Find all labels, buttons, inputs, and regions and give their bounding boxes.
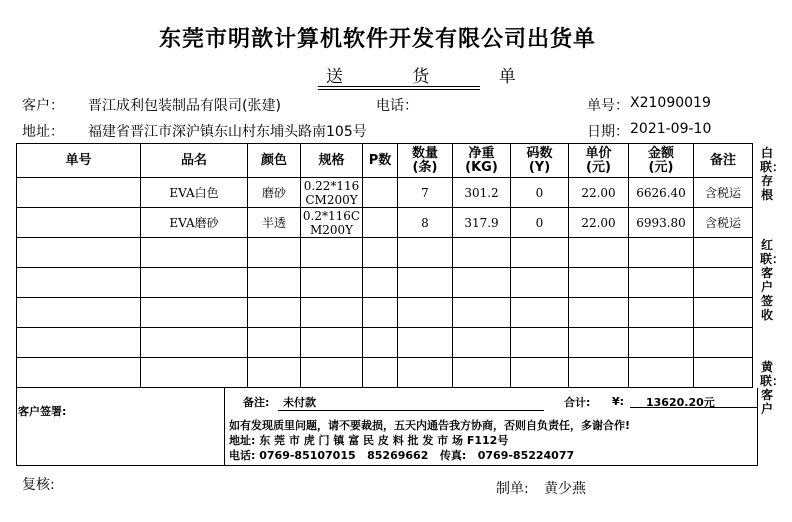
table-cell: [453, 328, 511, 358]
column-header: 单价 (元): [569, 144, 629, 178]
table-row: [17, 298, 753, 328]
table-cell: [17, 268, 141, 298]
table-cell: 22.00: [569, 178, 629, 208]
column-header: 净重 (KG): [453, 144, 511, 178]
table-cell: 317.9: [453, 208, 511, 238]
table-cell: [694, 268, 753, 298]
customer-label: 客户：: [22, 98, 64, 114]
table-cell: EVA磨砂: [141, 208, 248, 238]
table-cell: [301, 328, 363, 358]
table-cell: 6626.40: [629, 178, 694, 208]
table-row: [17, 178, 753, 208]
table-cell: [569, 328, 629, 358]
maker-value: 黄少燕: [544, 481, 586, 497]
table-cell: [629, 358, 694, 388]
document-subtitle: 送 货 单: [326, 67, 548, 87]
table-cell: [694, 238, 753, 268]
subtitle-underline: [318, 86, 480, 87]
table-cell: [398, 238, 453, 268]
column-header: 颜色: [248, 144, 301, 178]
table-cell: [569, 358, 629, 388]
column-header: 品名: [141, 144, 248, 178]
customer-sign-label: 客户签署:: [18, 405, 67, 418]
column-header: 数量 (条): [398, 144, 453, 178]
table-cell: [511, 238, 569, 268]
address-value: 福建省晋江市深沪镇东山村东埔头路南105号: [88, 124, 367, 140]
table-row: [17, 208, 753, 238]
table-cell: [141, 268, 248, 298]
table-cell: [511, 268, 569, 298]
customer-value: 晋江成利包装制品有限司(张建): [88, 98, 281, 114]
table-cell: [248, 268, 301, 298]
table-cell: [363, 298, 398, 328]
table-cell: [453, 268, 511, 298]
table-header-row: [17, 144, 753, 178]
table-cell: 6993.80: [629, 208, 694, 238]
table-cell: [629, 268, 694, 298]
table-cell: [694, 298, 753, 328]
column-header: 单号: [17, 144, 141, 178]
table-cell: [141, 358, 248, 388]
table-cell: [141, 238, 248, 268]
quality-notice: 如有发现质里问题，请不要裁损，五天内通告我方协商，否则自负责任，多谢合作!: [229, 419, 631, 432]
table-cell: [629, 298, 694, 328]
table-cell: [569, 268, 629, 298]
table-cell: 7: [398, 178, 453, 208]
footer-address: 地址: 东 莞 市 虎 门 镇 富 民 皮 料 批 发 市 场 F112号: [229, 434, 509, 447]
total-label: 合计:: [564, 396, 591, 409]
table-cell: 磨砂: [248, 178, 301, 208]
table-cell: [248, 358, 301, 388]
table-cell: [453, 238, 511, 268]
table-cell: [398, 268, 453, 298]
table-cell: [17, 238, 141, 268]
table-cell: 0: [511, 178, 569, 208]
table-cell: [453, 298, 511, 328]
column-header: 备注: [694, 144, 753, 178]
column-header: 规格: [301, 144, 363, 178]
table-cell: [363, 268, 398, 298]
table-cell: 含税运: [694, 208, 753, 238]
table-cell: [694, 358, 753, 388]
goods-table: [16, 143, 753, 388]
table-cell: 含税运: [694, 178, 753, 208]
side-label-yellow: 黄联：客户: [760, 360, 785, 416]
table-cell: [301, 268, 363, 298]
table-cell: [248, 328, 301, 358]
date-value: 2021-09-10: [630, 121, 712, 137]
side-label-red: 红联：客户签收: [760, 238, 785, 322]
table-cell: [17, 208, 141, 238]
table-row: [17, 268, 753, 298]
date-label: 日期：: [587, 124, 629, 140]
company-title: 东莞市明歆计算机软件开发有限公司出货单: [158, 26, 596, 52]
table-cell: [569, 298, 629, 328]
table-cell: [398, 358, 453, 388]
table-cell: [363, 208, 398, 238]
table-cell: [398, 298, 453, 328]
table-cell: [363, 238, 398, 268]
table-cell: [629, 328, 694, 358]
table-cell: [453, 358, 511, 388]
remark-value: 未付款: [283, 396, 316, 409]
remark-underline: [278, 410, 544, 411]
order-no-value: X21090019: [630, 95, 711, 111]
table-cell: [17, 178, 141, 208]
table-cell: 半透: [248, 208, 301, 238]
table-cell: EVA白色: [141, 178, 248, 208]
table-cell: [248, 238, 301, 268]
table-row: [17, 328, 753, 358]
table-cell: 8: [398, 208, 453, 238]
table-cell: 0: [511, 208, 569, 238]
currency-symbol: ¥:: [612, 395, 625, 408]
table-cell: [141, 328, 248, 358]
table-row: [17, 358, 753, 388]
table-cell: [629, 238, 694, 268]
table-cell: [398, 328, 453, 358]
total-underline: [630, 407, 758, 408]
table-cell: [17, 298, 141, 328]
table-cell: [141, 298, 248, 328]
table-cell: [248, 298, 301, 328]
review-label: 复核:: [22, 477, 55, 493]
table-cell: [694, 328, 753, 358]
total-value: 13620.20元: [646, 396, 715, 409]
order-no-label: 单号：: [587, 98, 629, 114]
column-header: P数: [363, 144, 398, 178]
table-cell: [301, 358, 363, 388]
table-cell: [17, 328, 141, 358]
remark-label: 备注:: [243, 396, 270, 409]
table-cell: [17, 358, 141, 388]
address-label: 地址：: [22, 124, 64, 140]
table-cell: [363, 358, 398, 388]
table-cell: 301.2: [453, 178, 511, 208]
column-header: 码数 (Y): [511, 144, 569, 178]
table-cell: [511, 298, 569, 328]
table-cell: [363, 328, 398, 358]
footer-divider: [224, 388, 225, 466]
table-cell: [301, 298, 363, 328]
column-header: 金额 (元): [629, 144, 694, 178]
table-cell: 0.22*116CM200Y: [301, 178, 363, 208]
table-cell: [301, 238, 363, 268]
table-cell: [363, 178, 398, 208]
maker-label: 制单:: [496, 481, 529, 497]
table-cell: [511, 328, 569, 358]
phone-label: 电话：: [376, 98, 418, 114]
table-cell: [569, 238, 629, 268]
table-cell: 0.2*116CM200Y: [301, 208, 363, 238]
table-cell: [511, 358, 569, 388]
subtitle-underline-2: [318, 89, 480, 90]
side-label-white: 白联：存根: [760, 146, 785, 202]
footer-phone: 电话: 0769-85107015 85269662 传真: 0769-85224077: [229, 449, 575, 462]
table-cell: 22.00: [569, 208, 629, 238]
table-row: [17, 238, 753, 268]
